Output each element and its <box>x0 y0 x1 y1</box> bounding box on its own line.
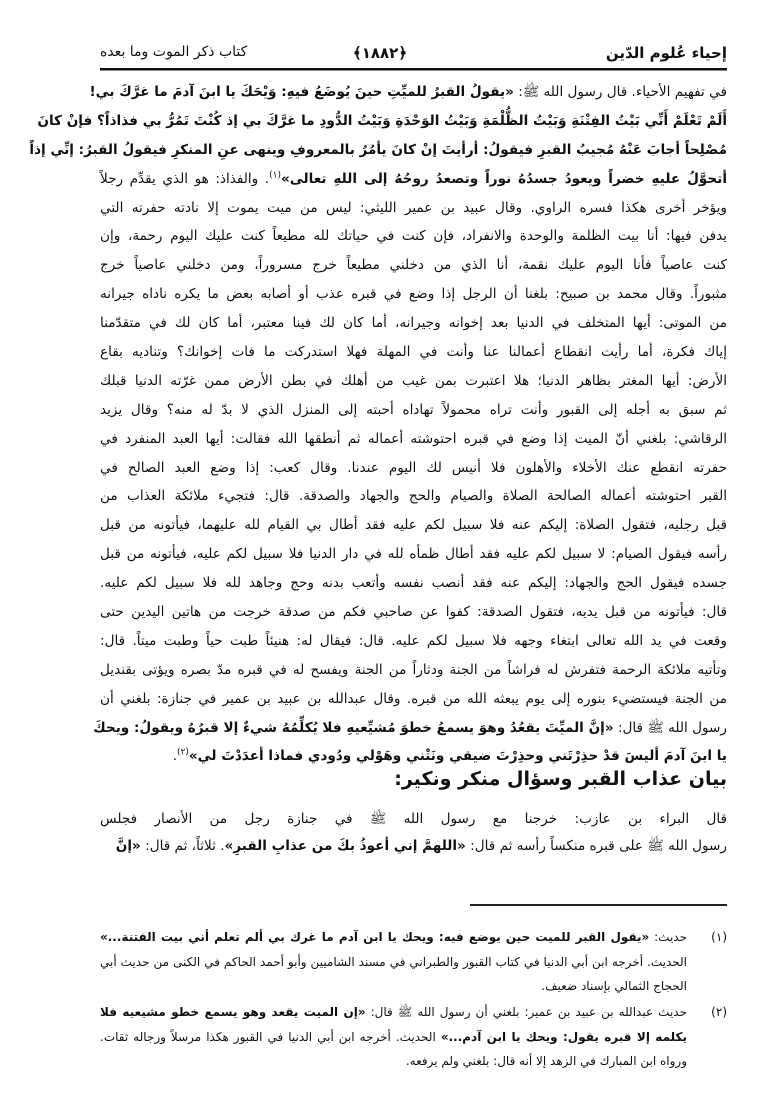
hadith-quote: «إنَّ الميِّتَ يقعُدُ وهوَ يسمعُ خطوَ مُشيِّعيهِ فلا يُكلِّمُهُ شيءٌ إلا قبرُهُ ويقولُ: ويحكَ <box>93 719 614 736</box>
text-segment: حديث عبدالله بن عبيد بن عمير: بلغني أن رسول الله ﷺ قال: <box>365 1005 688 1019</box>
text-line <box>100 656 727 685</box>
text-line <box>100 454 727 483</box>
hadith-quote: «يقولُ القبرُ للميِّتِ حينَ يُوضَعُ فيهِ: وَيْحَكَ يا ابنَ آدمَ ما غرَّكَ بي! <box>89 84 514 100</box>
text-line <box>100 194 727 223</box>
hadith-quote: «اللهمَّ إني أعوذُ بكَ من عذابِ القبرِ» <box>224 838 466 854</box>
header-divider <box>100 68 727 71</box>
chapter-title: كتاب ذكر الموت وما بعده <box>100 44 248 60</box>
text-line <box>100 251 727 280</box>
footnote <box>100 1000 727 1074</box>
book-title: إحياء عُلوم الدّين <box>605 44 727 62</box>
text-segment: من الجنة فيستضيء بنوره إلى يوم يبعثه الله من قبره. وقال عبدالله بن عبيد بن عمير في جنازة: بلغني أن <box>100 690 727 707</box>
text-line <box>100 367 727 396</box>
text-segment: وقعت في يد الله تعالى ابتغاء وجهه فلا سبيل لكم عليه. قال: فيقال له: هنيئاً طبت حياً وطبت ميتاً. قال: <box>100 632 727 649</box>
footnote-ref: (١) <box>269 170 281 181</box>
text-line <box>100 396 727 425</box>
hadith-quote: يا ابنَ آدمَ أليسَ قدْ حذِرْتَني وحذِرْتَ ضيقي ونَتْني وهَوْلي ودُودي فماذا أعدَدْتَ لي» <box>188 748 727 765</box>
text-segment: في تفهيم الأحياء. قال رسول الله ﷺ: <box>513 84 727 100</box>
text-line <box>29 136 727 165</box>
text-line <box>100 482 727 511</box>
text-line <box>100 280 727 309</box>
main-text <box>29 78 727 771</box>
hadith-quote: أتحوَّلُ عليهِ خضراً ويعودُ جسدُهُ نوراً وتصعدُ روحُهُ إلى اللهِ تعالى» <box>280 170 727 187</box>
footnote-text <box>100 1000 687 1074</box>
text-segment: حفرته انقطع عنك الأخلاء والأهلون فلا أنيس لك اليوم عندنا. وقال كعب: إذا وضع العبد الصالح في <box>100 459 727 476</box>
text-segment: ثم سبق به أجله إلى القبور وأنت تراه محمولاً تهاداه أحبته إلى المنزل الذي لا بدّ له منه؟ وقال يزيد <box>100 401 727 418</box>
text-line <box>100 338 727 367</box>
text-segment: وتأتيه ملائكة الرحمة فتفرش له فراشاً من الجنة ودثاراً من الجنة ويفسح له في قبره مدّ بصره ويؤتى بقنديل <box>100 661 727 678</box>
text-segment: القبر احتوشته أعماله الصالحة الصلاة والصيام والحج والجهاد والصدقة. قال: فتجيء ملائكة العذاب من <box>100 488 727 505</box>
text-segment: كنت عاصياً فأنا اليوم عليك نقمة، أنا الذي من دخلني مطيعاً خرج مسروراً، ومن دخلني عاصياً خرج <box>100 257 727 274</box>
page-number: ﴿١٨٨٢﴾ <box>352 44 408 62</box>
text-line <box>89 78 727 107</box>
text-line <box>100 425 727 454</box>
text-segment: جسده فيقول الحج والجهاد: إليكم عنه فقد أنصب نفسه وأتعب بدنه وحج وجاهد لله فلا سبيل لكم عليه. <box>100 575 727 592</box>
text-segment: الرقاشي: بلغني أنّ الميت إذا وضع في قبره احتوشته أعماله ثم أنطقها الله فقالت: أيها العبد المنفرد في <box>100 430 727 447</box>
text-segment: رأسه فيقول الصيام: لا سبيل لكم عليه فقد أطال ظمأه لله في دار الدنيا فلا سبيل لكم عليه، فيأتونه من قبل <box>100 546 727 563</box>
hadith-quote: أَلَمْ تَعْلَمْ أَنِّي بَيْتُ الفِتْنَةِ وَبَيْتُ الظُّلْمَةِ وَبَيْتُ الوَحْدَةِ وَبَيْتُ الدُّودِ ما غرَّكَ بي إذ كُنْتَ تَمُرُّ بي فذاذاً؟ فإنْ كانَ <box>37 112 727 129</box>
hadith-quote: «إن الميت يقعد وهو يسمع خطو مشيعيه فلا يكلمه إلا قبره يقول: ويحك يا ابن آدم...» <box>100 1005 688 1044</box>
section-text <box>100 806 727 860</box>
footnote-ref: (٢) <box>177 747 189 758</box>
text-line <box>100 511 727 540</box>
text-line <box>100 685 727 714</box>
text-line <box>93 714 727 743</box>
text-segment: . ثلاثاً، ثم قال: <box>140 838 225 854</box>
section-heading: بيان عذاب القبر وسؤال منكر ونكير: <box>394 768 727 790</box>
text-segment: الأرض: أيها المغتر بظاهر الدنيا؛ هلا اعتبرت بمن غيب من أهلك في بطن الأرض ممن غرّته الدنيا قبلك <box>100 372 727 389</box>
text-segment: . <box>172 748 178 765</box>
text-segment: الحديث. أخرجه ابن أبي الدنيا في كتاب القبور والطبراني في مسند الشاميين وأبو أحمد الحاكم في الكنى من حديث أبي الحجاج الثمالي بإسناد ضعيف. <box>100 954 687 993</box>
hadith-quote: مُصْلِحاً أجابَ عَنْهُ مُجيبُ القبرِ فيقولُ: أرأيتَ إنْ كانَ يأمُرُ بالمعروفِ وينهى عنِ المنكرِ فيقولُ القبرُ: إنِّي إذاً <box>29 141 727 158</box>
text-segment: من الموتى: أيها المتخلف في الدنيا بعد إخوانه وجيرانه، أما كان لك فينا معتبر، أما كان لك في متقدّمنا <box>100 315 727 332</box>
text-segment: يدفن فيها: أنا بيت الظلمة والوحدة والانفراد، فإن كنت في حياتك لله مطيعاً كنت عليك اليوم رحمة، وإن <box>100 228 727 245</box>
hadith-quote: «يقول القبر للميت حين يوضع فيه: ويحك يا ابن آدم ما غرك بي ألم تعلم أني بيت الفتنة...» <box>100 930 650 944</box>
text-segment: قال البراء بن عازب: خرجنا مع رسول الله ﷺ في جنازة رجل من الأنصار فجلس <box>100 811 727 827</box>
text-segment: رسول الله ﷺ قال: <box>613 719 727 736</box>
footnote-divider <box>470 904 727 906</box>
text-line <box>100 833 727 860</box>
text-line <box>100 540 727 569</box>
text-segment: قال: فيأتونه من قبل يديه، فتقول الصدقة: كفوا عن صاحبي فكم من صدقة خرجت من هاتين اليدين حتى <box>100 604 727 621</box>
text-segment: ويؤخر أخرى هكذا فسره الراوي. وقال عبيد بن عمير الليثي: ليس من ميت يموت إلا نادته حفرته التي <box>100 199 727 216</box>
text-segment: إياك فكرة، أما رأيت انقطاع أعمالنا عنا وأنت في المهلة فهلا استدركت ما فات إخوانك؟ وتناديه بقاع <box>100 344 727 361</box>
footnote-number: (٢) <box>711 1005 727 1019</box>
text-line <box>100 598 727 627</box>
text-segment: الحديث. أخرجه ابن أبي الدنيا في القبور هكذا مرسلاً ورجاله ثقات. ورواه ابن المبارك في الزهد إلا أنه قال: بلغني ولم يرفعه. <box>100 1029 687 1068</box>
text-line <box>100 569 727 598</box>
text-segment: مثبوراً. وقال محمد بن صبيح: بلغنا أن الرجل إذا وضع في قبره عذب أو أصابه بعض ما يكره ناداه جيرانه <box>100 286 727 303</box>
text-line <box>37 107 727 136</box>
footnote <box>100 925 727 999</box>
footnote-number: (١) <box>711 930 727 944</box>
text-segment: . والفذاذ: هو الذي يقدِّم رجلاً <box>100 170 270 187</box>
footnote-text <box>100 925 687 999</box>
text-line <box>100 309 727 338</box>
text-segment: رسول الله ﷺ على قبره منكساً رأسه ثم قال: <box>465 838 727 854</box>
text-line <box>100 806 727 833</box>
text-line <box>100 165 727 194</box>
text-line <box>100 627 727 656</box>
text-segment: قبل رجليه، فتقول الصلاة: إليكم عنه فلا سبيل لكم عليه فقد أطال بي القيام لله عليهما، فيأتونه من قبل <box>100 517 727 534</box>
text-line <box>100 222 727 251</box>
hadith-quote: «إنَّ <box>115 838 141 854</box>
text-segment: حديث: <box>649 930 687 944</box>
